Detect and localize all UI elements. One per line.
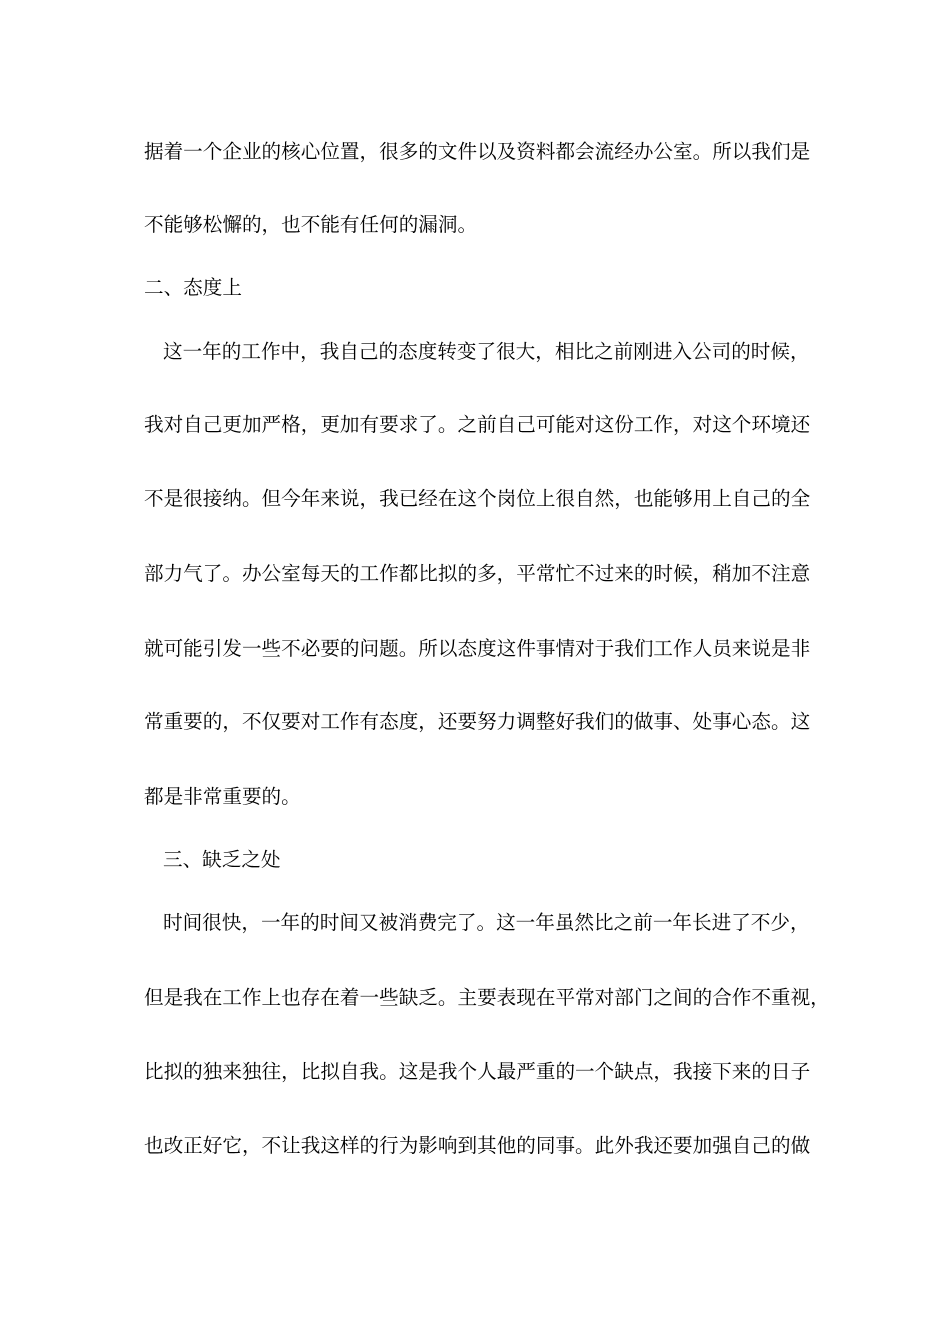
section-heading: 三、缺乏之处 (163, 848, 281, 871)
section-heading: 二、态度上 (144, 276, 242, 299)
paragraph-line: 也改正好它，不让我这样的行为影响到其他的同事。此外我还要加强自己的做 (144, 1134, 811, 1157)
paragraph-line: 据着一个企业的核心位置，很多的文件以及资料都会流经办公室。所以我们是 (144, 140, 811, 163)
paragraph-line: 不能够松懈的，也不能有任何的漏洞。 (144, 213, 478, 236)
paragraph-line: 部力气了。办公室每天的工作都比拟的多，平常忙不过来的时候，稍加不注意 (144, 562, 811, 585)
paragraph-line: 不是很接纳。但今年来说，我已经在这个岗位上很自然，也能够用上自己的全 (144, 487, 811, 510)
paragraph-line: 就可能引发一些不必要的问题。所以态度这件事情对于我们工作人员来说是非 (144, 637, 811, 660)
paragraph-line: 比拟的独来独往，比拟自我。这是我个人最严重的一个缺点，我接下来的日子 (144, 1060, 811, 1083)
paragraph-line: 时间很快，一年的时间又被消费完了。这一年虽然比之前一年长进了不少， (163, 911, 810, 934)
paragraph-line: 这一年的工作中，我自己的态度转变了很大，相比之前刚进入公司的时候， (163, 340, 810, 363)
paragraph-line: 我对自己更加严格，更加有要求了。之前自己可能对这份工作，对这个环境还 (144, 413, 811, 436)
paragraph-line: 但是我在工作上也存在着一些缺乏。主要表现在平常对部门之间的合作不重视， (144, 986, 830, 1009)
paragraph-line: 常重要的，不仅要对工作有态度，还要努力调整好我们的做事、处事心态。这 (144, 710, 811, 733)
paragraph-line: 都是非常重要的。 (144, 785, 301, 808)
